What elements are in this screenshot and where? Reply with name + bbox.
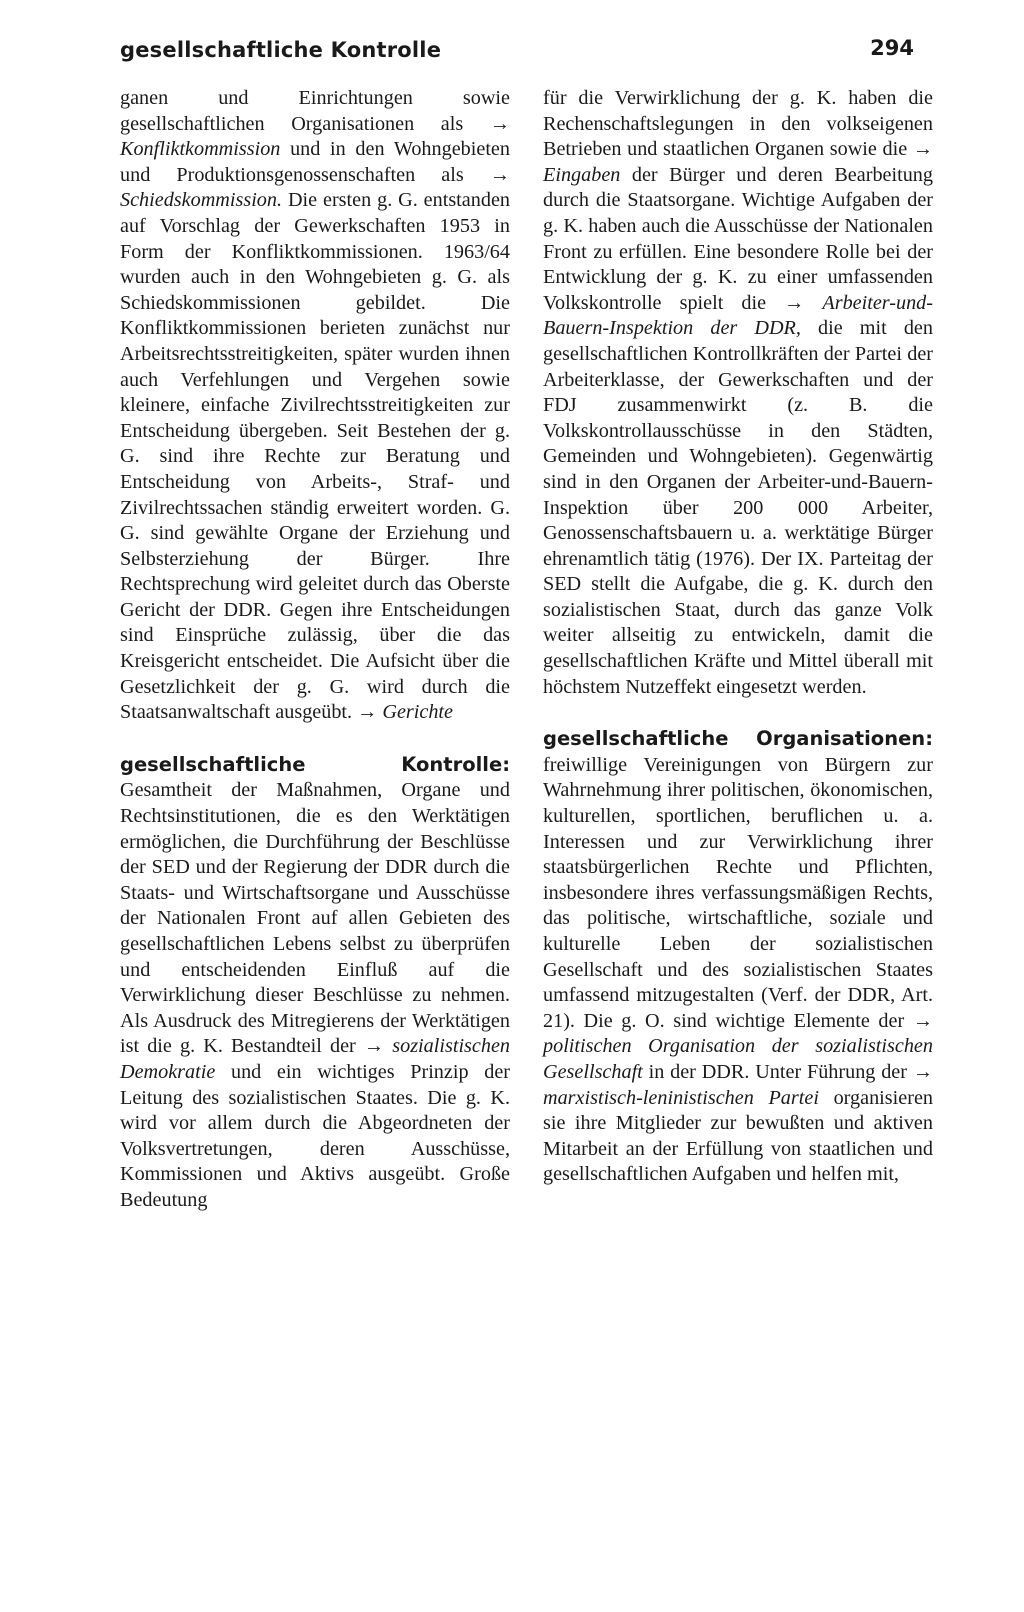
cross-reference: Konfliktkommission bbox=[120, 138, 281, 161]
left-column bbox=[120, 86, 510, 1214]
cross-reference: Gerichte bbox=[382, 701, 454, 724]
page-number: 294 bbox=[870, 36, 914, 60]
cross-reference-arrow: → bbox=[489, 163, 510, 186]
cross-reference: politischen Organisation der sozialistischen Gesellschaft bbox=[543, 1035, 933, 1083]
body-text: freiwillige Vereinigungen von Bürgern zur Wahrnehmung ihrer politischen, ökonomischen, kulturellen, sportlichen, beruflichen u. a. Interessen und zur Verwirklichung ihrer staatsbürgerlichen Rechte und Pflichten, insbesondere ihres verfassungsmäßigen Rechts, das politische, wirtschaftliche, soziale und kulturelle Leben der sozialistischen Gesellschaft und des sozialistischen Staates umfassend mitzugestalten (Verf. der DDR, Art. 21). Die g. O. sind wichtige Elemente der bbox=[543, 753, 933, 1032]
body-text: Die ersten g. G. entstanden auf Vorschlag der Gewerkschaften 1953 in Form der Konfliktkommissionen. 1963/64 wurden auch in den Wohngebieten g. G. als Schiedskommissionen gebildet. Die Konfliktkommissionen berieten zunächst nur Arbeitsrechtsstreitigkeiten, später wurden ihnen auch Verfehlungen und Vergehen sowie kleinere, einfache Zivilrechtsstreitigkeiten zur Entscheidung übergeben. Seit Bestehen der g. G. sind ihre Rechte zur Beratung und Entscheidung von Arbeits-, Straf- und Zivilrechtssachen ständig erweitert worden. G. G. sind gewählte Organe der Erziehung und Selbsterziehung der Bürger. Ihre Rechtsprechung wird geleitet durch das Oberste Gericht der DDR. Gegen ihre Entscheidungen sind Einsprüche zulässig, über die das Kreisgericht entscheidet. Die Aufsicht über die Gesetzlichkeit der g. G. wird durch die Staatsanwaltschaft ausgeübt. bbox=[120, 189, 510, 724]
body-text: organisieren sie ihre Mitglieder zur bewußten und aktiven Mitarbeit an der Erfüllung von staatlichen und gesellschaftlichen Aufgaben und helfen mit, bbox=[543, 1086, 933, 1186]
cross-reference: marxistisch-leninistischen Partei bbox=[543, 1086, 819, 1109]
cross-reference: Schiedskommission. bbox=[120, 189, 283, 212]
right-column bbox=[543, 86, 933, 1188]
cross-reference-arrow: → bbox=[357, 701, 383, 724]
cross-reference: Eingaben bbox=[543, 163, 621, 186]
cross-reference-arrow: → bbox=[912, 1009, 933, 1032]
cross-reference: Arbeiter-und-Bauern-Inspektion der DDR, bbox=[543, 291, 933, 340]
cross-reference-arrow: → bbox=[489, 112, 510, 135]
entry-continuation-gesellschaftliche-kontrolle bbox=[543, 86, 933, 700]
cross-reference-arrow: → bbox=[912, 138, 933, 161]
body-text: in der DDR. Unter Führung der bbox=[642, 1060, 913, 1083]
body-text: der Bürger und deren Bearbeitung durch die Staatsorgane. Wichtige Aufgaben der g. K. haben auch die Ausschüsse der Nationalen Front zu erfüllen. Eine besondere Rolle bei der Entwicklung der g. K. zu einer umfassenden Volkskontrolle spielt die bbox=[543, 163, 933, 314]
body-text: Gesamtheit der Maßnahmen, Organe und Rechtsinstitutionen, die es den Werktätigen ermöglichen, die Durchführung der Beschlüsse der SED und der Regierung der DDR durch die Staats- und Wirtschaftsorgane und Ausschüsse der Nationalen Front auf allen Gebieten des gesellschaftlichen Lebens selbst zu überprüfen und entscheidenden Einfluß auf die Verwirklichung dieser Beschlüsse zu nehmen. Als Ausdruck des Mitregierens der Werktätigen ist die g. K. Bestandteil der bbox=[120, 779, 510, 1058]
running-head: gesellschaftliche Kontrolle bbox=[120, 38, 442, 62]
body-text: die mit den gesellschaftlichen Kontrollkräften der Partei der Arbeiterklasse, der Gewerkschaften und der FDJ zusammenwirkt (z. B. die Volkskontrollausschüsse in den Städten, Gemeinden und Wohngebieten). Gegenwärtig sind in den Organen der Arbeiter-und-Bauern-Inspektion über 200 000 Arbeiter, Genossenschaftsbauern u. a. werktätige Bürger ehrenamtlich tätig (1976). Der IX. Parteitag der SED stellt die Aufgabe, die g. K. durch den sozialistischen Staat, durch das ganze Volk weiter allseitig zu entwickeln, damit die gesellschaftlichen Kräfte und Mittel überall mit höchstem Nutzeffekt eingesetzt werden. bbox=[543, 317, 933, 698]
body-text: und ein wichtiges Prinzip der Leitung des sozialistischen Staates. Die g. K. wird vor allem durch die Abgeordneten der Volksvertretungen, deren Ausschüsse, Kommissionen und Aktivs ausgeübt. Große Bedeutung bbox=[120, 1060, 510, 1211]
cross-reference-arrow: → bbox=[784, 291, 823, 314]
body-text: und in den Wohngebieten und Produktionsgenossenschaften als bbox=[120, 138, 510, 186]
body-text: für die Verwirklichung der g. K. haben die Rechenschaftslegungen in den volkseigenen Betrieben und staatlichen Organen sowie die bbox=[543, 87, 933, 161]
entry-term: gesellschaftliche Kontrolle: bbox=[120, 752, 510, 776]
cross-reference: sozialistischen Demokratie bbox=[120, 1035, 511, 1083]
cross-reference-arrow: → bbox=[912, 1060, 933, 1083]
entry-gesellschaftliche-organisationen bbox=[543, 726, 933, 1188]
entry-continuation-gesellschaftliche-gerichte bbox=[120, 86, 510, 726]
entry-term: gesellschaftliche Organisationen: bbox=[543, 727, 933, 751]
entry-gesellschaftliche-kontrolle bbox=[120, 752, 510, 1214]
body-text: ganen und Einrichtungen sowie gesellschaftlichen Organisationen als bbox=[120, 87, 510, 135]
cross-reference-arrow: → bbox=[363, 1035, 393, 1058]
